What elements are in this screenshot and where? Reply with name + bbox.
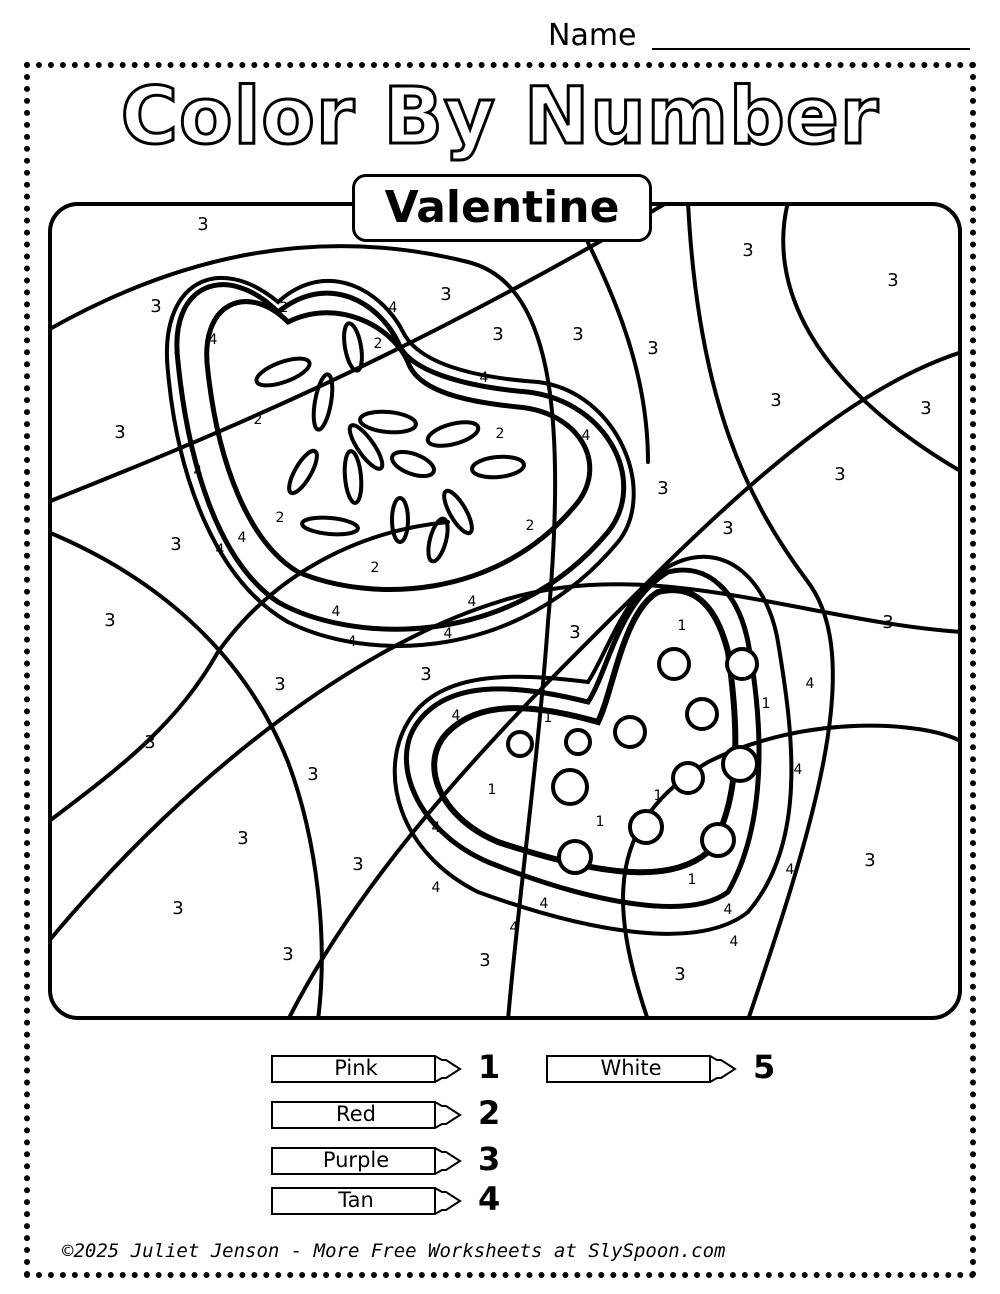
svg-text:4: 4 [805, 676, 815, 692]
svg-text:2: 2 [253, 412, 263, 428]
svg-text:3: 3 [197, 214, 209, 235]
svg-text:1: 1 [543, 710, 553, 726]
svg-text:2: 2 [370, 560, 380, 576]
svg-text:1: 1 [687, 872, 697, 888]
svg-text:3: 3 [170, 534, 182, 555]
name-label: Name [548, 18, 637, 53]
svg-text:3: 3 [440, 284, 452, 305]
svg-text:3: 3 [864, 850, 876, 871]
svg-text:3: 3 [282, 944, 294, 965]
key-number: 3 [478, 1140, 501, 1178]
svg-text:4: 4 [723, 902, 733, 918]
key-label: Pink [334, 1056, 378, 1080]
key-number: 5 [753, 1048, 776, 1086]
page-title: Color By Number [120, 72, 880, 162]
svg-text:1: 1 [653, 788, 663, 804]
svg-text:4: 4 [785, 862, 795, 878]
svg-text:3: 3 [770, 390, 782, 411]
svg-text:3: 3 [144, 732, 156, 753]
svg-text:4: 4 [443, 626, 453, 642]
svg-text:4: 4 [479, 370, 489, 386]
svg-text:4: 4 [431, 880, 441, 896]
svg-text:3: 3 [274, 674, 286, 695]
coloring-artwork[interactable] [48, 202, 962, 1020]
svg-text:2: 2 [525, 518, 535, 534]
svg-text:3: 3 [150, 296, 162, 317]
key-label: Red [336, 1102, 376, 1126]
svg-text:3: 3 [420, 664, 432, 685]
svg-text:3: 3 [742, 240, 754, 261]
svg-text:3: 3 [674, 964, 686, 985]
svg-text:3: 3 [722, 518, 734, 539]
svg-text:3: 3 [104, 610, 116, 631]
svg-text:2: 2 [279, 300, 289, 316]
svg-text:3: 3 [882, 612, 894, 633]
key-number: 2 [478, 1094, 501, 1132]
svg-text:3: 3 [647, 338, 659, 359]
svg-text:2: 2 [495, 426, 505, 442]
svg-text:2: 2 [275, 510, 285, 526]
svg-text:4: 4 [509, 920, 519, 936]
svg-text:4: 4 [431, 820, 441, 836]
svg-text:1: 1 [487, 782, 497, 798]
svg-text:4: 4 [793, 762, 803, 778]
svg-text:4: 4 [729, 934, 739, 950]
svg-text:1: 1 [761, 696, 771, 712]
svg-text:1: 1 [677, 618, 687, 634]
svg-text:4: 4 [215, 542, 225, 558]
key-label: White [600, 1056, 662, 1080]
svg-text:4: 4 [331, 604, 341, 620]
svg-text:4: 4 [467, 594, 477, 610]
svg-text:4: 4 [208, 332, 218, 348]
svg-text:4: 4 [193, 464, 203, 480]
svg-text:1: 1 [595, 814, 605, 830]
svg-text:3: 3 [834, 464, 846, 485]
svg-text:3: 3 [572, 324, 584, 345]
svg-text:3: 3 [114, 422, 126, 443]
svg-text:3: 3 [307, 764, 319, 785]
svg-text:3: 3 [172, 898, 184, 919]
svg-text:3: 3 [237, 828, 249, 849]
svg-text:3: 3 [887, 270, 899, 291]
svg-text:4: 4 [347, 634, 357, 650]
key-number: 4 [478, 1180, 501, 1218]
key-label: Purple [322, 1148, 390, 1172]
svg-text:4: 4 [237, 530, 247, 546]
svg-text:4: 4 [539, 896, 549, 912]
svg-text:3: 3 [920, 398, 932, 419]
svg-text:3: 3 [352, 854, 364, 875]
svg-text:3: 3 [569, 622, 581, 643]
svg-text:3: 3 [657, 478, 669, 499]
svg-text:4: 4 [581, 428, 591, 444]
svg-text:3: 3 [492, 324, 504, 345]
subtitle-badge: Valentine [352, 174, 652, 242]
key-number: 1 [478, 1048, 501, 1086]
name-line[interactable] [652, 48, 970, 50]
svg-text:2: 2 [373, 336, 383, 352]
footer-credit: ©2025 Juliet Jenson - More Free Worksheets at SlySpoon.com [62, 1240, 726, 1262]
svg-text:3: 3 [479, 950, 491, 971]
svg-text:4: 4 [451, 708, 461, 724]
key-label: Tan [338, 1188, 374, 1212]
svg-text:4: 4 [388, 300, 398, 316]
